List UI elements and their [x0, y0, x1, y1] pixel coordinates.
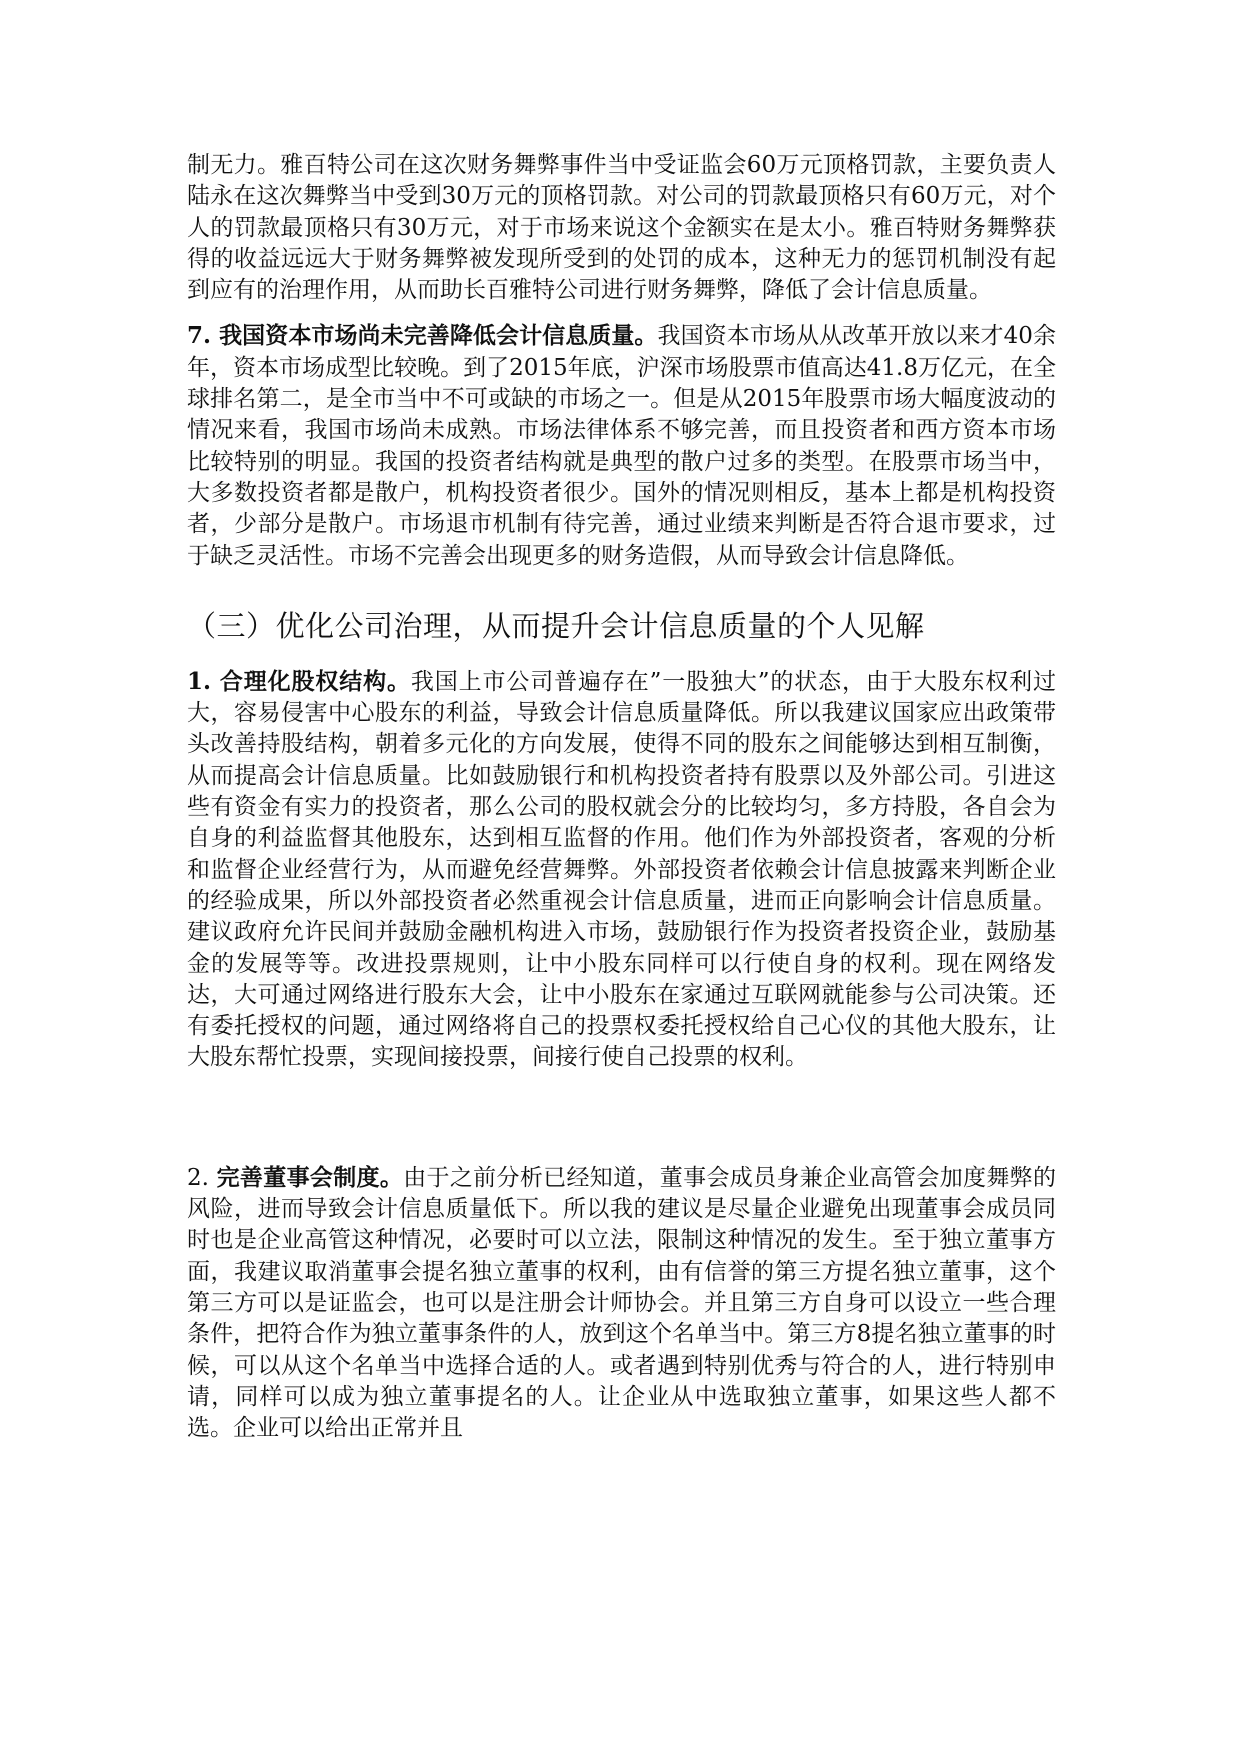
paragraph-lead: 1. 合理化股权结构。	[187, 667, 411, 695]
paragraph-text: 我国上市公司普遍存在”一股独大”的状态，由于大股东权利过大，容易侵害中心股东的利益，导致会计信息质量降低。所以我建议国家应出政策带头改善持股结构，朝着多元化的方向发展，使得不同的股东之间能够达到相互制衡，从而提高会计信息质量。比如鼓励银行和机构投资者持有股票以及外部公司。引进这些有资金有实力的投资者，那么公司的股权就会分的比较均匀，多方持股，各自会为自身的利益监督其他股东，达到相互监督的作用。他们作为外部投资者，客观的分析和监督企业经营行为，从而避免经营舞弊。外部投资者依赖会计信息披露来判断企业的经验成果，所以外部投资者必然重视会计信息质量，进而正向影响会计信息质量。建议政府允许民间并鼓励金融机构进入市场，鼓励银行作为投资者投资企业，鼓励基金的发展等等。改进投票规则，让中小股东同样可以行使自身的权利。现在网络发达，大可通过网络进行股东大会，让中小股东在家通过互联网就能参与公司决策。还有委托授权的问题，通过网络将自己的投票权委托授权给自己心仪的其他大股东，让大股东帮忙投票，实现间接投票，间接行使自己投票的权利。	[187, 668, 1056, 1071]
paragraph-number: 2.	[187, 1164, 217, 1191]
paragraph-text: 由于之前分析已经知道，董事会成员身兼企业高管会加度舞弊的风险，进而导致会计信息质量低下。所以我的建议是尽量企业避免出现董事会成员同时也是企业高管这种情况，必要时可以立法，限制这种情况的发生。至于独立董事方面，我建议取消董事会提名独立董事的权利，由有信誉的第三方提名独立董事，这个第三方可以是证监会，也可以是注册会计师协会。并且第三方自身可以设立一些合理条件，把符合作为独立董事条件的人，放到这个名单当中。第三方8提名独立董事的时候，可以从这个名单当中选择合适的人。或者遇到特别优秀与符合的人，进行特别申请，同样可以成为独立董事提名的人。让企业从中选取独立董事，如果这些人都不选。企业可以给出正常并且	[187, 1164, 1057, 1442]
paragraph-lead: 完善董事会制度。	[216, 1163, 404, 1191]
paragraph-equity-structure	[187, 666, 1056, 1074]
paragraph-lead: 7. 我国资本市场尚未完善降低会计信息质量。	[187, 322, 658, 350]
section-heading: （三）优化公司治理，从而提升会计信息质量的个人见解	[187, 608, 925, 643]
paragraph-text: 制无力。雅百特公司在这次财务舞弊事件当中受证监会60万元顶格罚款，主要负责人陆永在这次舞弊当中受到30万元的顶格罚款。对公司的罚款最顶格只有60万元，对个人的罚款最顶格只有30万元，对于市场来说这个金额实在是太小。雅百特财务舞弊获得的收益远远大于财务舞弊被发现所受到的处罚的成本，这种无力的惩罚机制没有起到应有的治理作用，从而助长百雅特公司进行财务舞弊，降低了会计信息质量。	[187, 152, 1056, 304]
paragraph-capital-market	[187, 320, 1056, 571]
paragraph-penalty-mechanism	[187, 150, 1056, 306]
paragraph-text: 我国资本市场从从改革开放以来才40余年，资本市场成型比较晚。到了2015年底，沪深市场股票市值高达41.8万亿元，在全球排名第二，是全市当中不可或缺的市场之一。但是从2015年股票市场大幅度波动的情况来看，我国市场尚未成熟。市场法律体系不够完善，而且投资者和西方资本市场比较特别的明显。我国的投资者结构就是典型的散户过多的类型。在股票市场当中，大多数投资者都是散户，机构投资者很少。国外的情况则相反，基本上都是机构投资者，少部分是散户。市场退市机制有待完善，通过业绩来判断是否符合退市要求，过于缺乏灵活性。市场不完善会出现更多的财务造假，从而导致会计信息降低。	[187, 323, 1056, 569]
paragraph-board-system	[187, 1162, 1056, 1445]
